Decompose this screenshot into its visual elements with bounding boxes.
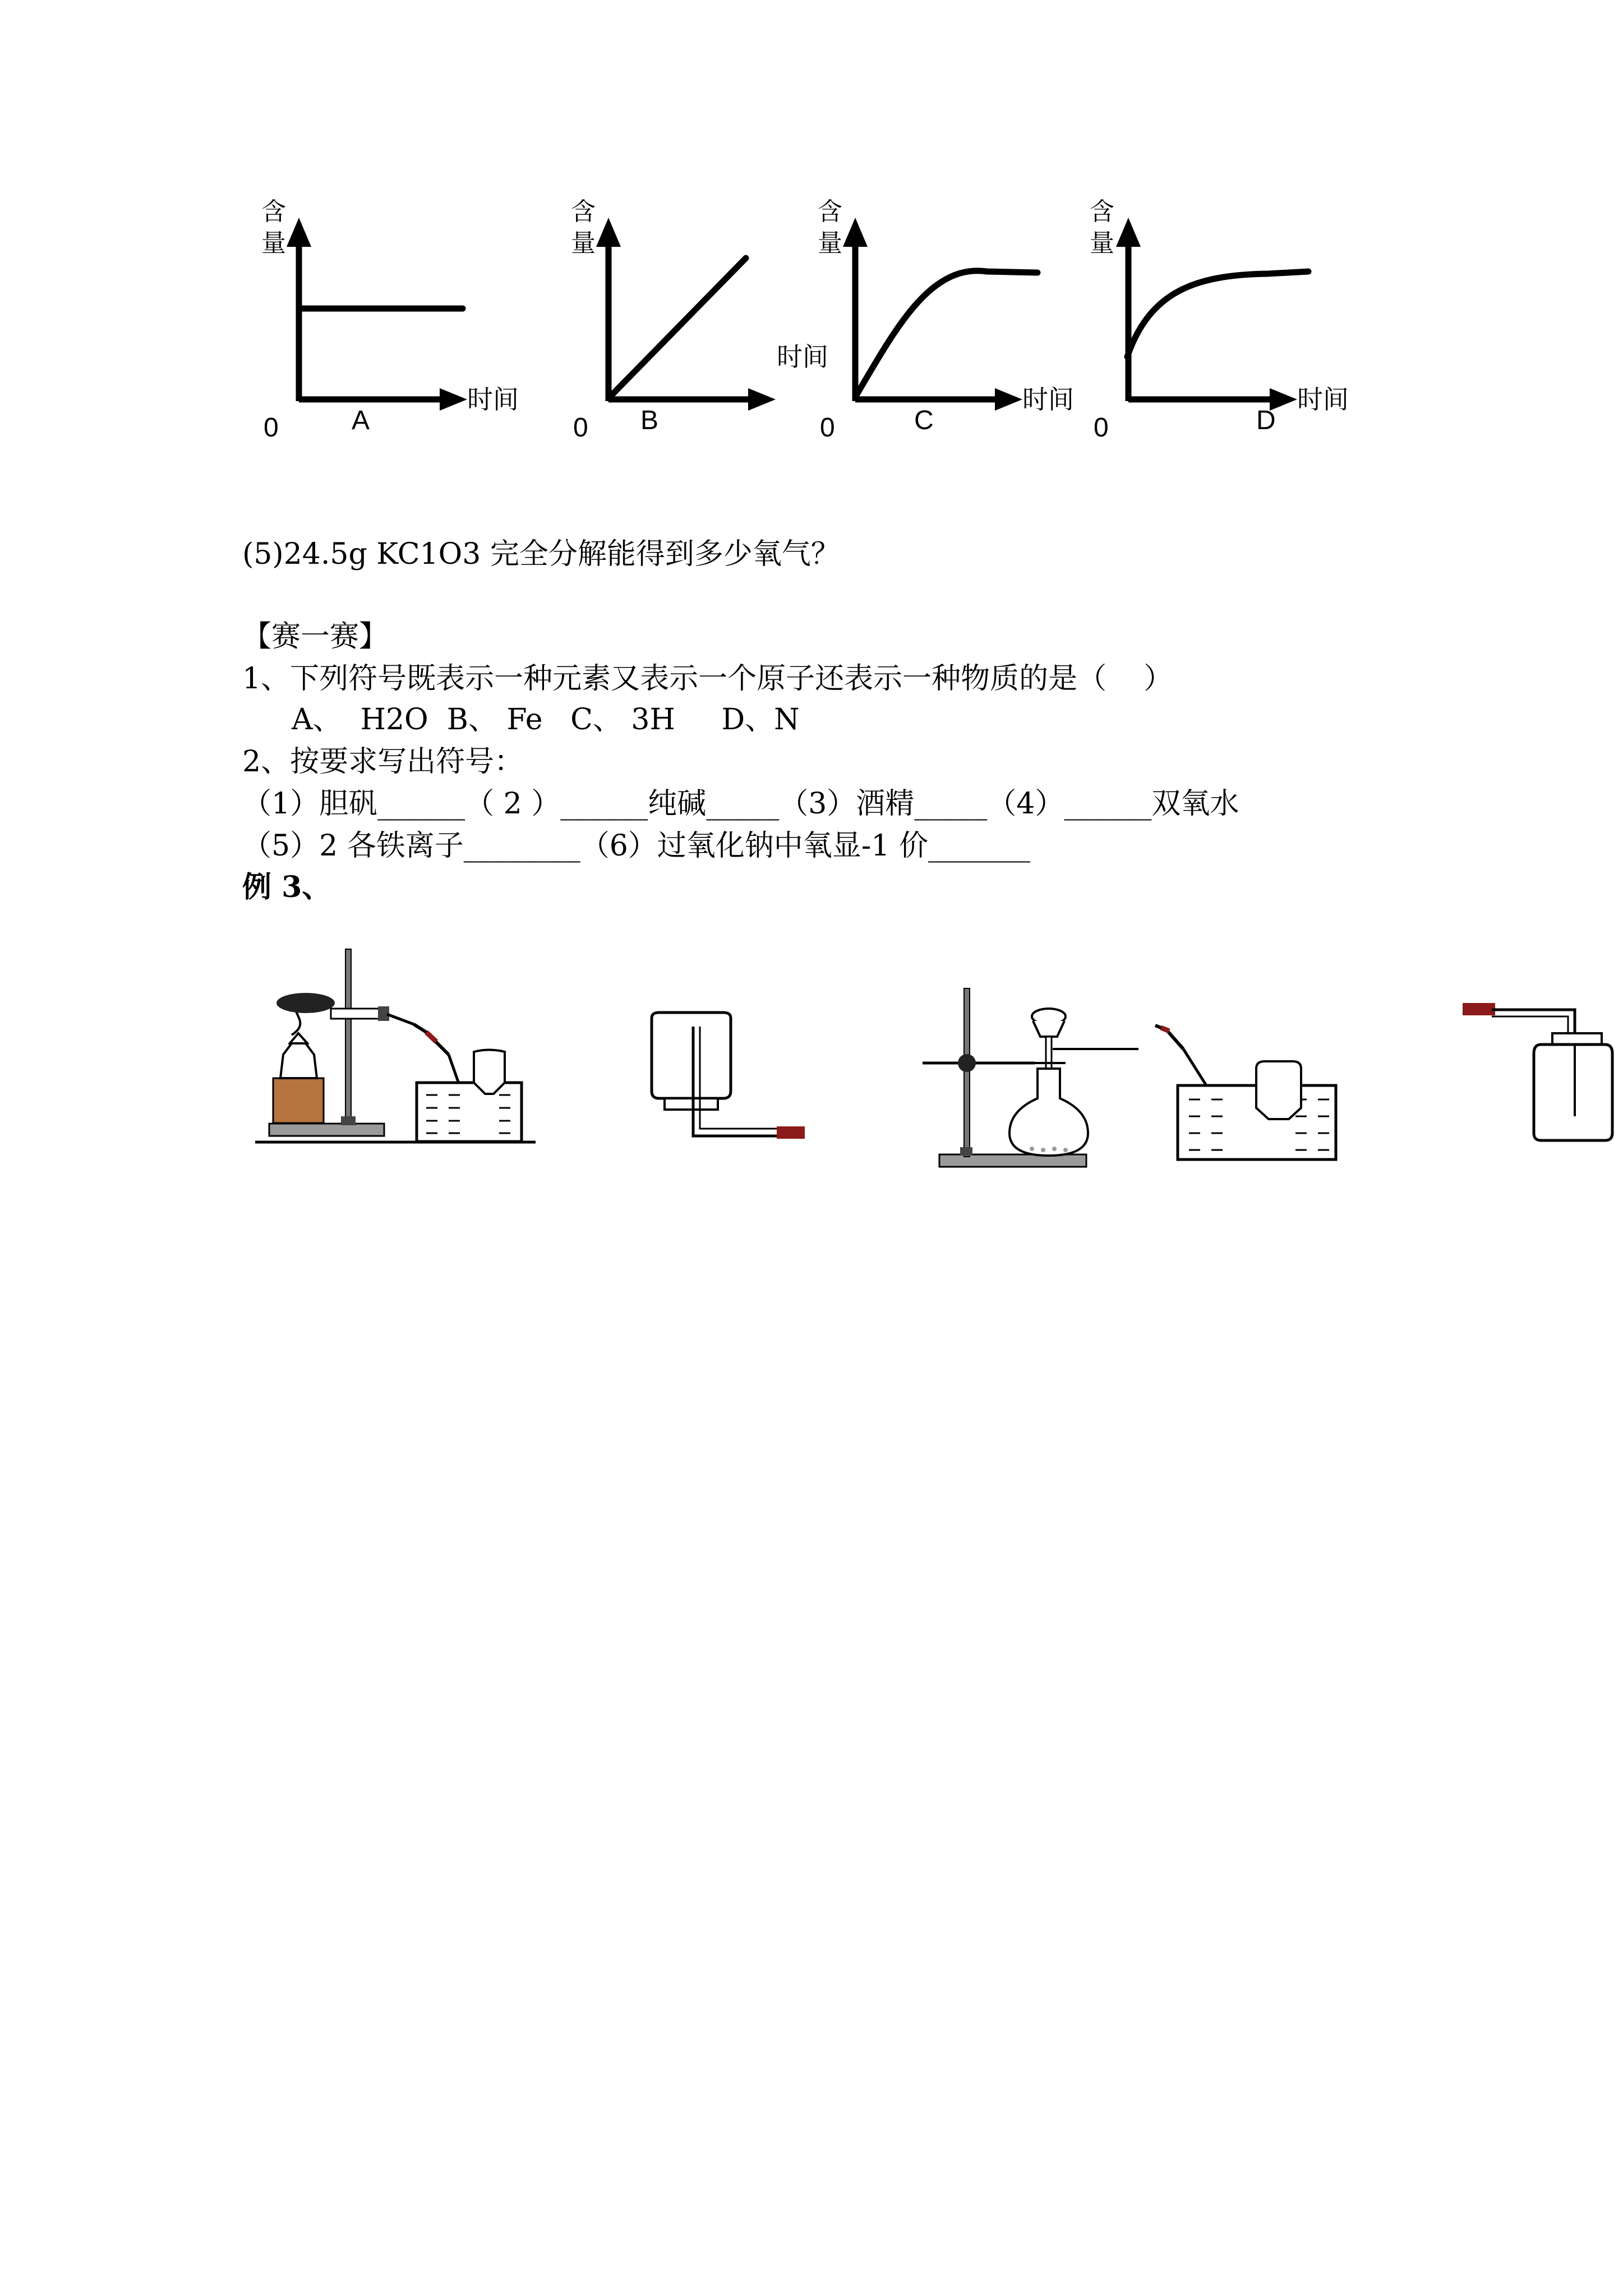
graph-d-xlabel: 时间	[1297, 384, 1349, 415]
example-title: 例 3、	[242, 870, 331, 904]
graph-d-ylabel-top: 含	[1090, 197, 1114, 226]
graph-a-xlabel: 时间	[467, 384, 519, 415]
question-2-line-2: （5）2 各铁离子________（6）过氧化钠中氧显-1 价_______	[242, 829, 1030, 863]
question-2-line-1: （1）胆矾______（ 2 ）______纯碱_____（3）酒精_____（4）______双氧水	[242, 787, 1239, 821]
graph-c-ylabel-bottom: 量	[818, 229, 842, 257]
graph-a-name: A	[352, 406, 370, 435]
question-5: (5)24.5g KC1O3 完全分解能得到多少氧气？	[242, 537, 840, 571]
question-2-stem: 2、按要求写出符号：	[242, 745, 524, 779]
graph-d-name: D	[1256, 406, 1276, 435]
graph-d-ylabel-bottom: 量	[1090, 229, 1114, 257]
graph-d-origin: 0	[1094, 413, 1109, 443]
graph-b-origin: 0	[573, 413, 588, 443]
graph-c-extra-label: 时间	[777, 342, 828, 372]
question-1-options: A、 H2O B、 Fe C、 3H D、N	[292, 703, 800, 737]
graph-b-ylabel-top: 含	[571, 197, 596, 226]
graph-a-origin: 0	[264, 413, 279, 443]
question-1-stem: 1、下列符号既表示一种元素又表示一个原子还表示一种物质的是（ ）	[242, 662, 1173, 696]
graph-c-origin: 0	[820, 413, 835, 443]
graph-c-name: C	[914, 406, 934, 435]
graph-b-name: B	[640, 406, 659, 435]
graph-c-ylabel-top: 含	[818, 197, 842, 226]
graph-c-xlabel: 时间	[1022, 384, 1074, 415]
graph-b-ylabel-bottom: 量	[571, 229, 596, 257]
graph-a-ylabel-bottom: 量	[261, 229, 286, 257]
graph-a-ylabel-top: 含	[261, 197, 286, 226]
section-title: 【赛一赛】	[242, 620, 389, 654]
